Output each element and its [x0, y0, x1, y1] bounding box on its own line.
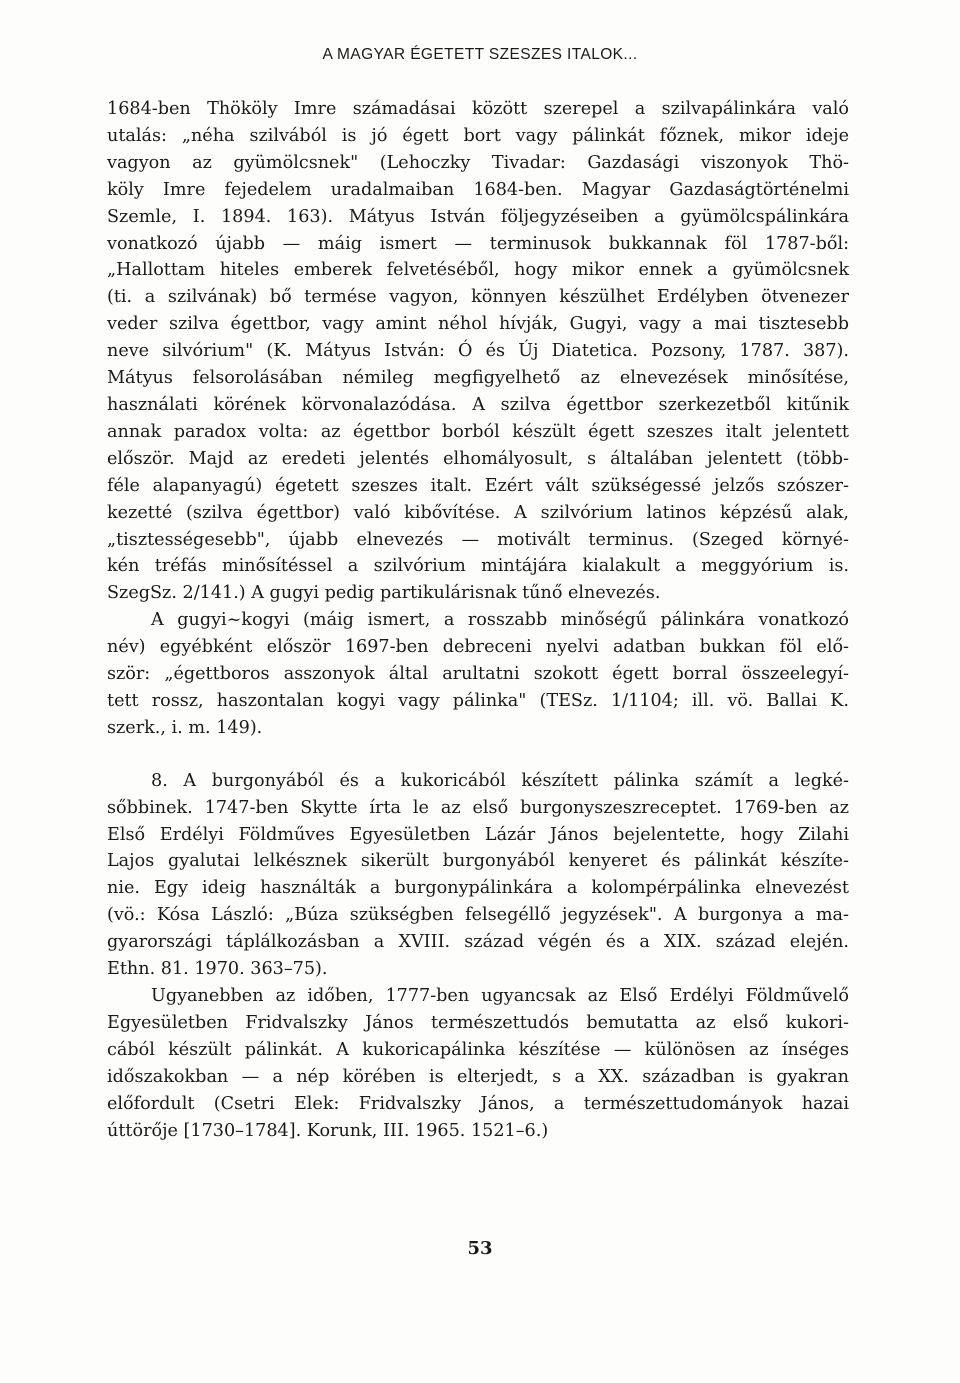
section-gap — [107, 742, 849, 768]
text-line: (vö.: Kósa László: „Búza szükségben felsegéllő jegyzések". A burgonya a ma- — [107, 905, 849, 926]
text-line: Ugyanebben az időben, 1777-ben ugyancsak az Első Erdélyi Földművelő — [151, 986, 849, 1006]
text-line: utalás: „néha szilvából is jó égett bort vagy pálinkát főznek, mikor ideje — [107, 125, 849, 146]
text-line: név) egyébként először 1697-ben debreceni nyelvi adatban bukkan föl elő- — [107, 637, 849, 658]
paragraph-3 — [107, 768, 849, 983]
text-line: vagyon az gyümölcsnek" (Lehoczky Tivadar: Gazdasági viszonyok Thö- — [107, 152, 849, 173]
text-line: sőbbinek. 1747-ben Skytte írta le az első burgonyszeszreceptet. 1769-ben az — [107, 797, 849, 818]
text-line: SzegSz. 2/141.) A gugyi pedig partikulárisnak tűnő elnevezés. — [107, 583, 661, 604]
text-line: használati körének körvonalazódása. A szilva égettbor szerkezetből kitűnik — [107, 394, 849, 415]
text-line: A gugyi~kogyi (máig ismert, a rosszabb minőségű pálinkára vonatkozó — [151, 610, 849, 631]
text-line: cából készült pálinkát. A kukoricapálinka készítése — különösen az ínséges — [107, 1039, 849, 1060]
text-line: Ethn. 81. 1970. 363–75). — [107, 959, 328, 980]
text-line: előfordult (Csetri Elek: Fridvalszky János, a természettudományok hazai — [107, 1093, 849, 1114]
text-line: Lajos gyalutai lelkésznek sikerült burgonyából kenyeret és pálinkát készíte- — [107, 851, 849, 872]
running-head: A MAGYAR ÉGETETT SZESZES ITALOK... — [322, 46, 638, 63]
text-line: „tisztességesebb", újabb elnevezés — motivált terminus. (Szeged környé- — [107, 529, 849, 550]
text-line: vonatkozó újabb — máig ismert — terminusok bukkannak föl 1787-ből: — [107, 233, 849, 254]
page-number: 53 — [467, 1238, 493, 1259]
text-line: 1684-ben Thököly Imre számadásai között szerepel a szilvapálinkára való — [107, 99, 849, 119]
text-line: féle alapanyagú) égetett szeszes italt. Ezért vált szükségessé jelzős szószer- — [107, 475, 849, 496]
text-line: kezetté (szilva égettbor) való kibővítése. A szilvórium latinos képzésű alak, — [107, 502, 849, 523]
text-line: először. Majd az eredeti jelentés elhomályosult, s általában jelentett (több- — [107, 448, 849, 469]
text-line: Első Erdélyi Földműves Egyesületben Lázár János bejelentette, hogy Zilahi — [107, 824, 849, 845]
text-line: (ti. a szilvának) bő termése vagyon, könnyen készülhet Erdélyben ötvenezer — [107, 287, 849, 308]
paragraph-1 — [107, 96, 849, 607]
text-line: időszakokban — a nép körében is elterjedt, s a XX. században is gyakran — [107, 1066, 849, 1087]
text-line: Szemle, I. 1894. 163). Mátyus István följegyzéseiben a gyümölcspálinkára — [107, 206, 849, 227]
text-line: Egyesületben Fridvalszky János természettudós bemutatta az első kukori- — [107, 1012, 849, 1033]
text-line: Mátyus felsorolásában némileg megfigyelhető az elnevezések minősítése, — [107, 368, 849, 389]
text-line: „Hallottam hiteles emberek felvetéséből, hogy mikor ennek a gyümölcsnek — [107, 260, 849, 281]
text-line: szerk., i. m. 149). — [107, 717, 263, 738]
paragraph-4 — [107, 983, 849, 1144]
text-line: gyarországi táplálkozásban a XVIII. század végén és a XIX. század elején. — [107, 932, 849, 953]
paragraph-2 — [107, 607, 849, 742]
text-line: nie. Egy ideig használták a burgonypálinkára a kolompérpálinka elnevezést — [107, 878, 849, 899]
text-line: tett rossz, haszontalan kogyi vagy pálinka" (TESz. 1/1104; ill. vö. Ballai K. — [107, 690, 849, 711]
text-line: köly Imre fejedelem uradalmaiban 1684-ben. Magyar Gazdaságtörténelmi — [107, 179, 849, 200]
text-line: neve silvórium" (K. Mátyus István: Ó és Új Diatetica. Pozsony, 1787. 387). — [107, 341, 849, 362]
text-line: 8. A burgonyából és a kukoricából készített pálinka számít a legké- — [151, 770, 849, 791]
text-line: veder szilva égettbor, vagy amint néhol hívják, Gugyi, vagy a mai tisztesebb — [107, 314, 849, 335]
text-line: kén tréfás minősítéssel a szilvórium mintájára kialakult a meggyórium is. — [107, 556, 849, 577]
text-line: úttörője [1730–1784]. Korunk, III. 1965. 1521–6.) — [107, 1120, 549, 1141]
text-line: ször: „égettboros asszonyok által arultatni szokott égett borral összeelegyí- — [107, 664, 849, 685]
text-line: annak paradox volta: az égettbor borból készült égett szeszes italt jelentett — [107, 421, 849, 442]
body-text — [107, 96, 849, 1144]
